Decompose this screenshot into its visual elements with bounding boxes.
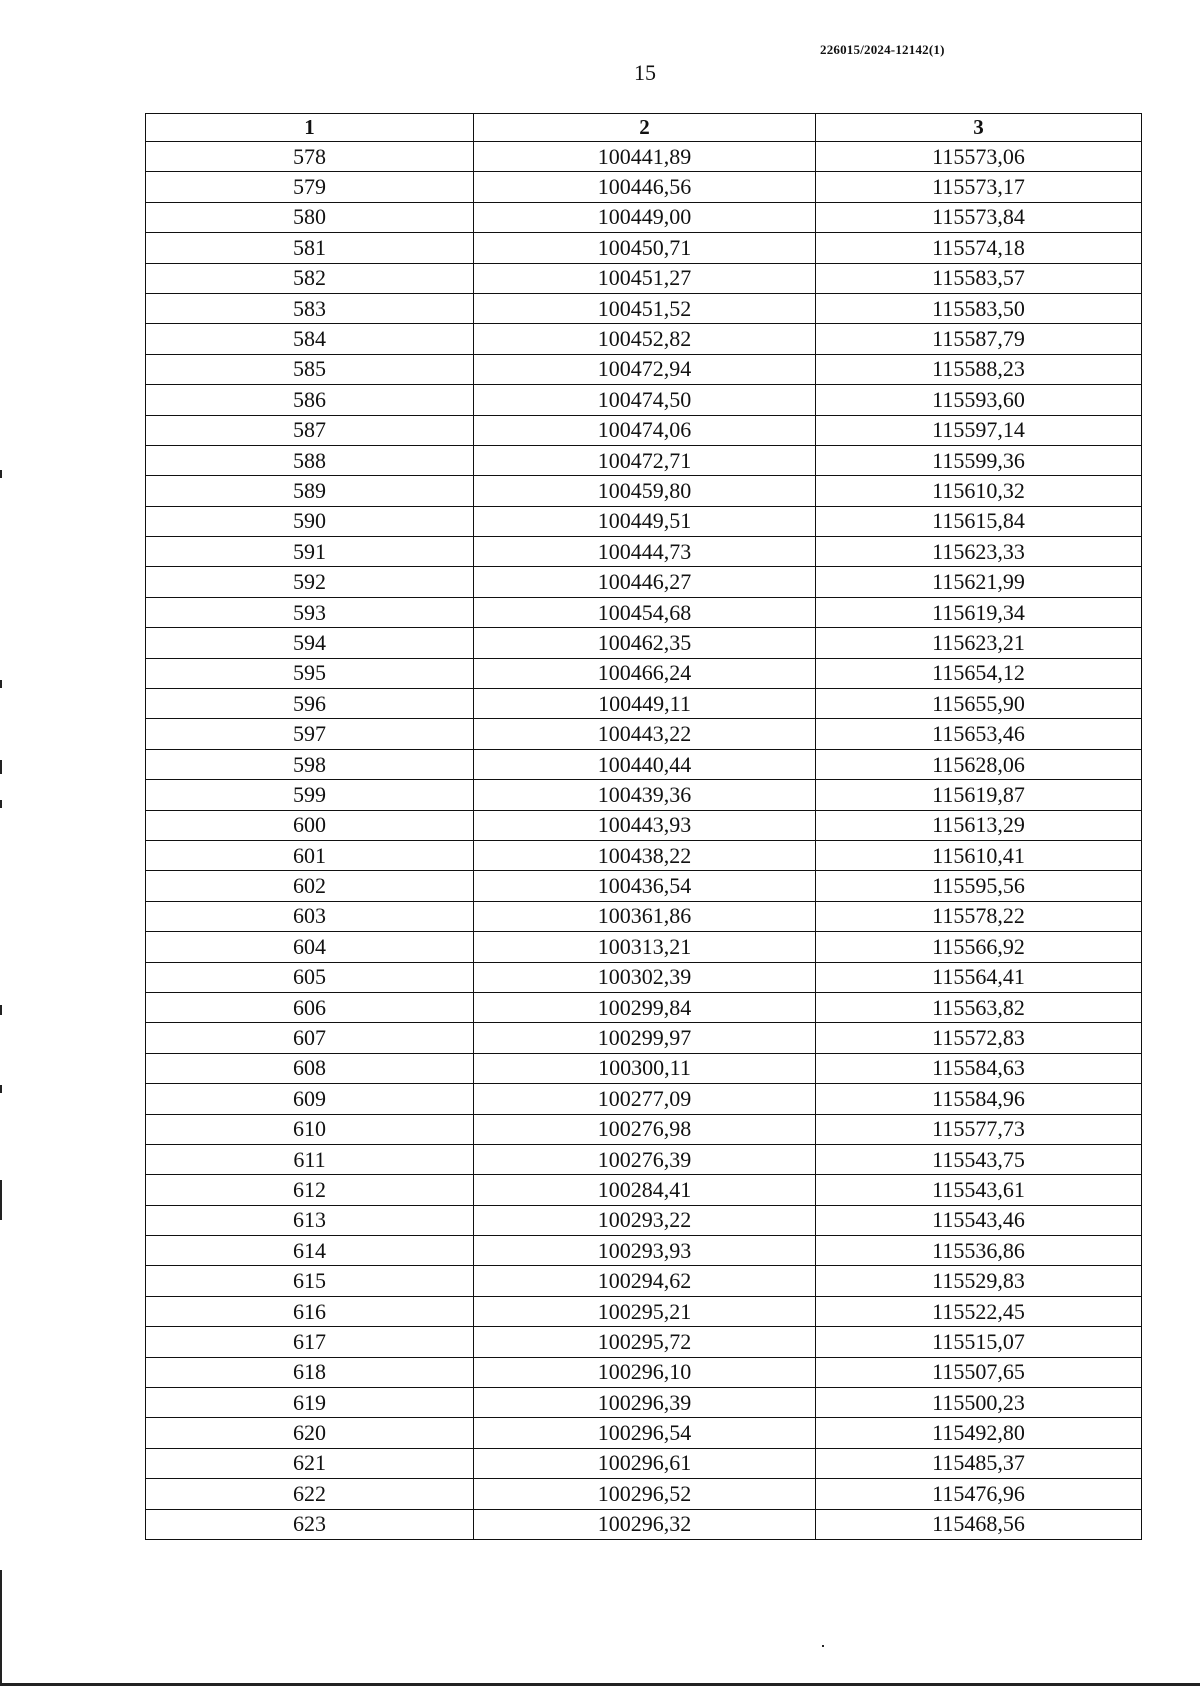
coordinate-x-cell: 100450,71 <box>474 233 816 263</box>
scan-edge-mark <box>0 470 2 478</box>
point-number-cell: 578 <box>146 142 474 172</box>
table-row <box>146 1418 1142 1448</box>
table-row <box>146 1327 1142 1357</box>
table-row <box>146 1084 1142 1114</box>
point-number-cell: 600 <box>146 810 474 840</box>
coordinate-y-cell: 115543,61 <box>816 1175 1142 1205</box>
point-number-cell: 606 <box>146 992 474 1022</box>
coordinate-y-cell: 115507,65 <box>816 1357 1142 1387</box>
coordinate-y-cell: 115628,06 <box>816 749 1142 779</box>
coordinate-y-cell: 115468,56 <box>816 1509 1142 1539</box>
point-number-cell: 611 <box>146 1144 474 1174</box>
point-number-cell: 586 <box>146 385 474 415</box>
coordinate-x-cell: 100284,41 <box>474 1175 816 1205</box>
coordinate-x-cell: 100451,27 <box>474 263 816 293</box>
point-number-cell: 601 <box>146 840 474 870</box>
coordinate-y-cell: 115536,86 <box>816 1236 1142 1266</box>
column-header: 2 <box>474 114 816 142</box>
scan-speck <box>822 1645 824 1647</box>
point-number-cell: 608 <box>146 1053 474 1083</box>
coordinate-y-cell: 115522,45 <box>816 1296 1142 1326</box>
coordinate-x-cell: 100466,24 <box>474 658 816 688</box>
coordinate-y-cell: 115610,41 <box>816 840 1142 870</box>
coordinate-y-cell: 115529,83 <box>816 1266 1142 1296</box>
point-number-cell: 615 <box>146 1266 474 1296</box>
point-number-cell: 582 <box>146 263 474 293</box>
point-number-cell: 619 <box>146 1388 474 1418</box>
table-row <box>146 233 1142 263</box>
point-number-cell: 585 <box>146 354 474 384</box>
coordinate-x-cell: 100459,80 <box>474 476 816 506</box>
table-row <box>146 263 1142 293</box>
coordinate-x-cell: 100293,22 <box>474 1205 816 1235</box>
coordinate-x-cell: 100296,54 <box>474 1418 816 1448</box>
coordinate-y-cell: 115573,84 <box>816 202 1142 232</box>
point-number-cell: 621 <box>146 1448 474 1478</box>
coordinate-y-cell: 115573,06 <box>816 142 1142 172</box>
coordinate-x-cell: 100313,21 <box>474 932 816 962</box>
table-row <box>146 1266 1142 1296</box>
point-number-cell: 612 <box>146 1175 474 1205</box>
coordinate-x-cell: 100296,61 <box>474 1448 816 1478</box>
scan-edge-mark <box>0 1180 2 1220</box>
table-row <box>146 1509 1142 1539</box>
coordinate-x-cell: 100444,73 <box>474 537 816 567</box>
table-row <box>146 1114 1142 1144</box>
coordinate-x-cell: 100438,22 <box>474 840 816 870</box>
coordinate-x-cell: 100300,11 <box>474 1053 816 1083</box>
table-row <box>146 202 1142 232</box>
coordinate-y-cell: 115610,32 <box>816 476 1142 506</box>
coordinate-x-cell: 100276,98 <box>474 1114 816 1144</box>
coordinate-y-cell: 115564,41 <box>816 962 1142 992</box>
table-row <box>146 354 1142 384</box>
coordinate-x-cell: 100294,62 <box>474 1266 816 1296</box>
table-row <box>146 1357 1142 1387</box>
coordinate-y-cell: 115543,75 <box>816 1144 1142 1174</box>
coordinate-y-cell: 115654,12 <box>816 658 1142 688</box>
point-number-cell: 617 <box>146 1327 474 1357</box>
coordinate-x-cell: 100296,32 <box>474 1509 816 1539</box>
coordinate-y-cell: 115515,07 <box>816 1327 1142 1357</box>
point-number-cell: 580 <box>146 202 474 232</box>
scan-edge-mark <box>0 1570 2 1686</box>
point-number-cell: 605 <box>146 962 474 992</box>
point-number-cell: 604 <box>146 932 474 962</box>
coordinate-y-cell: 115574,18 <box>816 233 1142 263</box>
coordinate-x-cell: 100443,93 <box>474 810 816 840</box>
coordinate-y-cell: 115593,60 <box>816 385 1142 415</box>
coordinate-x-cell: 100296,52 <box>474 1479 816 1509</box>
coordinate-y-cell: 115500,23 <box>816 1388 1142 1418</box>
coordinate-x-cell: 100474,06 <box>474 415 816 445</box>
coordinate-x-cell: 100295,72 <box>474 1327 816 1357</box>
coordinate-y-cell: 115583,57 <box>816 263 1142 293</box>
coordinate-x-cell: 100299,97 <box>474 1023 816 1053</box>
coordinate-y-cell: 115619,34 <box>816 597 1142 627</box>
document-id: 226015/2024-12142(1) <box>820 42 945 57</box>
table-row <box>146 901 1142 931</box>
coordinate-y-cell: 115653,46 <box>816 719 1142 749</box>
coordinate-x-cell: 100295,21 <box>474 1296 816 1326</box>
table-row <box>146 871 1142 901</box>
table-row <box>146 658 1142 688</box>
coordinate-x-cell: 100296,39 <box>474 1388 816 1418</box>
coordinate-x-cell: 100299,84 <box>474 992 816 1022</box>
table-row <box>146 780 1142 810</box>
coordinate-y-cell: 115543,46 <box>816 1205 1142 1235</box>
table-body <box>146 142 1142 1540</box>
coordinate-x-cell: 100454,68 <box>474 597 816 627</box>
coordinates-table <box>145 113 1142 1540</box>
table-row <box>146 962 1142 992</box>
coordinate-y-cell: 115492,80 <box>816 1418 1142 1448</box>
coordinate-x-cell: 100449,00 <box>474 202 816 232</box>
scan-edge-mark <box>0 760 2 774</box>
coordinate-y-cell: 115583,50 <box>816 293 1142 323</box>
point-number-cell: 597 <box>146 719 474 749</box>
coordinate-y-cell: 115577,73 <box>816 1114 1142 1144</box>
coordinate-y-cell: 115476,96 <box>816 1479 1142 1509</box>
coordinate-y-cell: 115595,56 <box>816 871 1142 901</box>
table-row <box>146 415 1142 445</box>
table-row <box>146 1388 1142 1418</box>
coordinate-y-cell: 115615,84 <box>816 506 1142 536</box>
coordinate-y-cell: 115563,82 <box>816 992 1142 1022</box>
point-number-cell: 587 <box>146 415 474 445</box>
table-row <box>146 840 1142 870</box>
coordinate-y-cell: 115578,22 <box>816 901 1142 931</box>
coordinate-x-cell: 100293,93 <box>474 1236 816 1266</box>
point-number-cell: 613 <box>146 1205 474 1235</box>
table-row <box>146 324 1142 354</box>
coordinate-y-cell: 115584,63 <box>816 1053 1142 1083</box>
coordinate-y-cell: 115619,87 <box>816 780 1142 810</box>
page-number: 15 <box>634 60 656 85</box>
table-row <box>146 506 1142 536</box>
table-row <box>146 1023 1142 1053</box>
table-row <box>146 537 1142 567</box>
table-row <box>146 1175 1142 1205</box>
point-number-cell: 592 <box>146 567 474 597</box>
point-number-cell: 579 <box>146 172 474 202</box>
coordinate-y-cell: 115613,29 <box>816 810 1142 840</box>
table-row <box>146 1205 1142 1235</box>
table-row <box>146 142 1142 172</box>
table-row <box>146 749 1142 779</box>
point-number-cell: 607 <box>146 1023 474 1053</box>
table-row <box>146 293 1142 323</box>
coordinate-y-cell: 115584,96 <box>816 1084 1142 1114</box>
point-number-cell: 590 <box>146 506 474 536</box>
point-number-cell: 603 <box>146 901 474 931</box>
scan-edge-mark <box>0 1005 2 1015</box>
point-number-cell: 589 <box>146 476 474 506</box>
table-row <box>146 445 1142 475</box>
coordinate-x-cell: 100436,54 <box>474 871 816 901</box>
table-row <box>146 689 1142 719</box>
point-number-cell: 599 <box>146 780 474 810</box>
coordinate-y-cell: 115573,17 <box>816 172 1142 202</box>
table-header-row <box>146 114 1142 142</box>
point-number-cell: 602 <box>146 871 474 901</box>
scan-edge-mark <box>0 800 2 808</box>
point-number-cell: 583 <box>146 293 474 323</box>
point-number-cell: 623 <box>146 1509 474 1539</box>
table-row <box>146 385 1142 415</box>
table-row <box>146 1236 1142 1266</box>
point-number-cell: 622 <box>146 1479 474 1509</box>
coordinate-x-cell: 100451,52 <box>474 293 816 323</box>
coordinate-x-cell: 100449,51 <box>474 506 816 536</box>
coordinate-y-cell: 115621,99 <box>816 567 1142 597</box>
table-row <box>146 567 1142 597</box>
point-number-cell: 593 <box>146 597 474 627</box>
scan-edge-mark <box>0 1085 2 1093</box>
scan-edge-mark <box>0 680 2 688</box>
coordinate-y-cell: 115588,23 <box>816 354 1142 384</box>
coordinate-x-cell: 100440,44 <box>474 749 816 779</box>
column-header: 3 <box>816 114 1142 142</box>
point-number-cell: 610 <box>146 1114 474 1144</box>
coordinate-x-cell: 100446,27 <box>474 567 816 597</box>
point-number-cell: 614 <box>146 1236 474 1266</box>
point-number-cell: 616 <box>146 1296 474 1326</box>
point-number-cell: 595 <box>146 658 474 688</box>
table-row <box>146 172 1142 202</box>
coordinate-x-cell: 100276,39 <box>474 1144 816 1174</box>
table-row <box>146 1296 1142 1326</box>
point-number-cell: 594 <box>146 628 474 658</box>
column-header: 1 <box>146 114 474 142</box>
point-number-cell: 620 <box>146 1418 474 1448</box>
table-row <box>146 992 1142 1022</box>
coordinate-x-cell: 100474,50 <box>474 385 816 415</box>
point-number-cell: 598 <box>146 749 474 779</box>
coordinate-x-cell: 100441,89 <box>474 142 816 172</box>
point-number-cell: 609 <box>146 1084 474 1114</box>
table-row <box>146 932 1142 962</box>
coordinate-y-cell: 115566,92 <box>816 932 1142 962</box>
coordinate-y-cell: 115587,79 <box>816 324 1142 354</box>
coordinate-x-cell: 100277,09 <box>474 1084 816 1114</box>
coordinate-y-cell: 115623,33 <box>816 537 1142 567</box>
coordinate-x-cell: 100446,56 <box>474 172 816 202</box>
point-number-cell: 588 <box>146 445 474 475</box>
coordinate-y-cell: 115572,83 <box>816 1023 1142 1053</box>
table-row <box>146 597 1142 627</box>
coordinate-y-cell: 115655,90 <box>816 689 1142 719</box>
coordinate-x-cell: 100443,22 <box>474 719 816 749</box>
table-row <box>146 810 1142 840</box>
coordinate-y-cell: 115485,37 <box>816 1448 1142 1478</box>
point-number-cell: 584 <box>146 324 474 354</box>
coordinate-y-cell: 115597,14 <box>816 415 1142 445</box>
coordinate-x-cell: 100361,86 <box>474 901 816 931</box>
coordinate-x-cell: 100452,82 <box>474 324 816 354</box>
point-number-cell: 581 <box>146 233 474 263</box>
coordinate-x-cell: 100472,71 <box>474 445 816 475</box>
point-number-cell: 596 <box>146 689 474 719</box>
coordinate-x-cell: 100302,39 <box>474 962 816 992</box>
table-row <box>146 1448 1142 1478</box>
table-row <box>146 1053 1142 1083</box>
table-row <box>146 628 1142 658</box>
point-number-cell: 591 <box>146 537 474 567</box>
table-row <box>146 719 1142 749</box>
coordinate-y-cell: 115599,36 <box>816 445 1142 475</box>
table-row <box>146 476 1142 506</box>
coordinate-x-cell: 100462,35 <box>474 628 816 658</box>
coordinate-x-cell: 100449,11 <box>474 689 816 719</box>
coordinate-y-cell: 115623,21 <box>816 628 1142 658</box>
coordinate-x-cell: 100296,10 <box>474 1357 816 1387</box>
coordinate-x-cell: 100472,94 <box>474 354 816 384</box>
table-row <box>146 1479 1142 1509</box>
coordinate-x-cell: 100439,36 <box>474 780 816 810</box>
table-row <box>146 1144 1142 1174</box>
point-number-cell: 618 <box>146 1357 474 1387</box>
